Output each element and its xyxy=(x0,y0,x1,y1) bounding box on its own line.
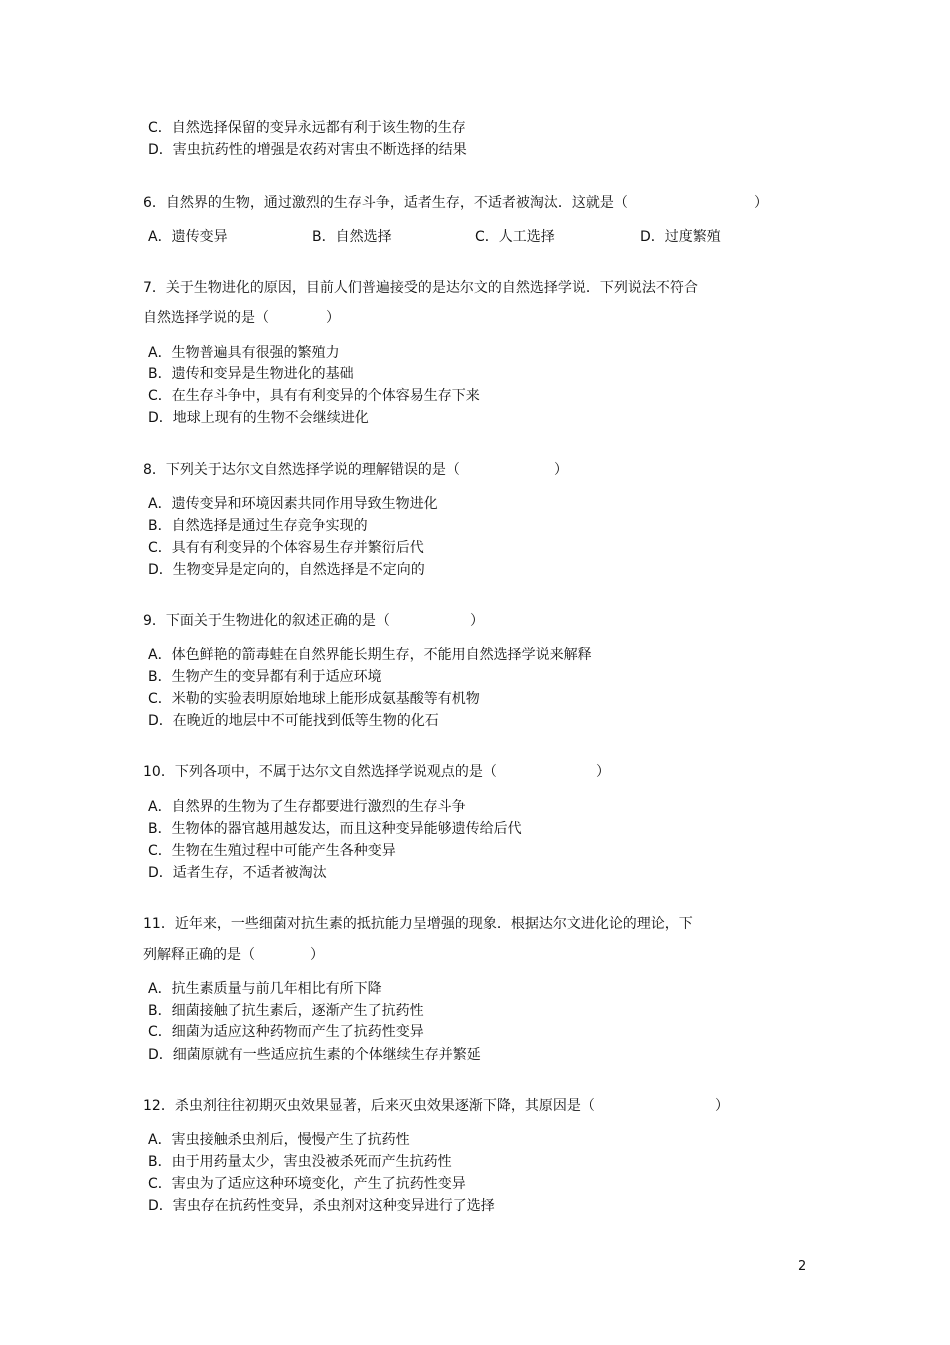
q6-option-b: B．自然选择 xyxy=(312,229,392,245)
q11-stem-line1: 11．近年来，一些细菌对抗生素的抵抗能力呈增强的现象．根据达尔文进化论的理论，下 xyxy=(143,916,693,932)
q10-option-b: B．生物体的器官越用越发达，而且这种变异能够遗传给后代 xyxy=(148,821,522,837)
q8-option-c: C．具有有利变异的个体容易生存并繁衍后代 xyxy=(148,540,424,556)
q6-option-a: A．遗传变异 xyxy=(148,229,228,245)
q6-option-c: C．人工选择 xyxy=(475,229,555,245)
q7-option-b: B．遗传和变异是生物进化的基础 xyxy=(148,366,354,382)
q8-option-d: D．生物变异是定向的，自然选择是不定向的 xyxy=(148,562,425,578)
q11-option-d: D．细菌原就有一些适应抗生素的个体继续生存并繁延 xyxy=(148,1047,481,1063)
q10-option-d: D．适者生存，不适者被淘汰 xyxy=(148,865,327,881)
q10-option-a: A．自然界的生物为了生存都要进行激烈的生存斗争 xyxy=(148,799,466,815)
q9-option-d: D．在晚近的地层中不可能找到低等生物的化石 xyxy=(148,713,439,729)
q9-option-b: B．生物产生的变异都有利于适应环境 xyxy=(148,669,382,685)
page-number: 2 xyxy=(798,1259,807,1274)
q7-option-a: A．生物普遍具有很强的繁殖力 xyxy=(148,345,340,361)
q8-close-paren: ） xyxy=(554,462,568,478)
q12-option-c: C．害虫为了适应这种环境变化，产生了抗药性变异 xyxy=(148,1176,466,1192)
q7-stem-line1: 7．关于生物进化的原因，目前人们普遍接受的是达尔文的自然选择学说．下列说法不符合 xyxy=(143,280,698,296)
q9-close-paren: ） xyxy=(470,613,484,629)
q11-close-paren: ） xyxy=(310,947,324,963)
q10-stem: 10．下列各项中，不属于达尔文自然选择学说观点的是（ xyxy=(143,764,497,780)
q7-stem-line2: 自然选择学说的是（ xyxy=(143,310,269,326)
q6-stem: 6．自然界的生物，通过激烈的生存斗争，适者生存，不适者被淘汰．这就是（ xyxy=(143,195,628,211)
q12-stem: 12．杀虫剂往往初期灭虫效果显著，后来灭虫效果逐渐下降，其原因是（ xyxy=(143,1098,595,1114)
q5-option-d: D．害虫抗药性的增强是农药对害虫不断选择的结果 xyxy=(148,142,467,158)
q12-close-paren: ） xyxy=(715,1098,729,1114)
q9-option-a: A．体色鲜艳的箭毒蛙在自然界能长期生存，不能用自然选择学说来解释 xyxy=(148,647,592,663)
q11-stem-line2: 列解释正确的是（ xyxy=(143,947,255,963)
q9-option-c: C．米勒的实验表明原始地球上能形成氨基酸等有机物 xyxy=(148,691,480,707)
q11-option-b: B．细菌接触了抗生素后，逐渐产生了抗药性 xyxy=(148,1003,424,1019)
q7-option-d: D．地球上现有的生物不会继续进化 xyxy=(148,410,369,426)
q12-option-a: A．害虫接触杀虫剂后，慢慢产生了抗药性 xyxy=(148,1132,410,1148)
q6-close-paren: ） xyxy=(754,195,768,211)
q11-option-c: C．细菌为适应这种药物而产生了抗药性变异 xyxy=(148,1024,424,1040)
q10-close-paren: ） xyxy=(596,764,610,780)
q9-stem: 9．下面关于生物进化的叙述正确的是（ xyxy=(143,613,390,629)
q11-option-a: A．抗生素质量与前几年相比有所下降 xyxy=(148,981,382,997)
q8-option-b: B．自然选择是通过生存竞争实现的 xyxy=(148,518,368,534)
q12-option-b: B．由于用药量太少，害虫没被杀死而产生抗药性 xyxy=(148,1154,452,1170)
q12-option-d: D．害虫存在抗药性变异，杀虫剂对这种变异进行了选择 xyxy=(148,1198,495,1214)
q7-option-c: C．在生存斗争中，具有有利变异的个体容易生存下来 xyxy=(148,388,480,404)
q7-close-paren: ） xyxy=(326,310,340,326)
q10-option-c: C．生物在生殖过程中可能产生各种变异 xyxy=(148,843,396,859)
q6-option-d: D．过度繁殖 xyxy=(640,229,721,245)
q5-option-c: C．自然选择保留的变异永远都有利于该生物的生存 xyxy=(148,120,466,136)
q8-stem: 8．下列关于达尔文自然选择学说的理解错误的是（ xyxy=(143,462,460,478)
q8-option-a: A．遗传变异和环境因素共同作用导致生物进化 xyxy=(148,496,438,512)
